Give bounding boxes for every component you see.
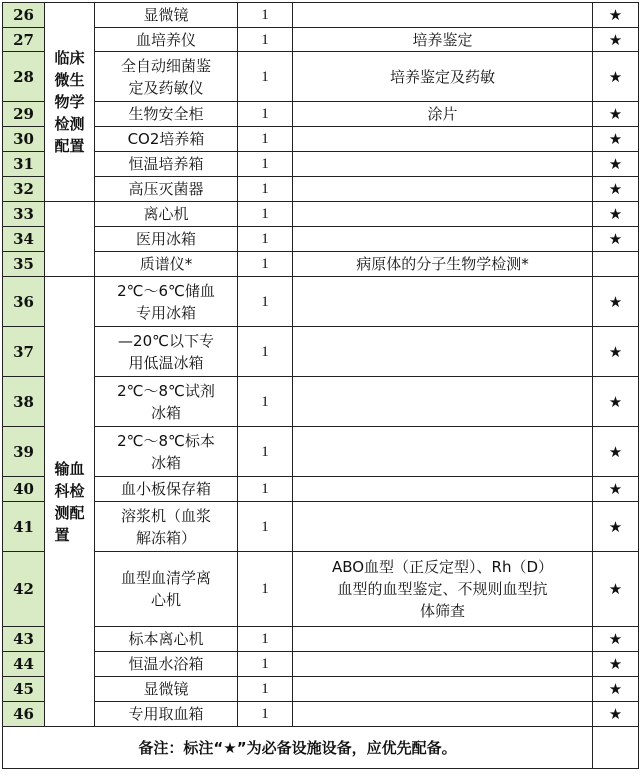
purpose-note [293,152,593,177]
group-text: 输血 科检 测配 置 [54,459,85,544]
equipment-name [95,377,238,427]
equipment-name [95,502,238,552]
purpose-note [293,252,593,277]
equipment-name-text: 显微镜 [143,680,189,698]
row-number: 39 [3,427,45,477]
table-row [3,102,639,127]
required-star-icon: ★ [593,177,639,202]
purpose-note [293,552,593,627]
required-star-icon: ★ [593,277,639,327]
row-number: 33 [3,202,45,227]
equipment-name [95,52,238,102]
purpose-note-text: ABO血型（正反定型）、Rh（D） 血型的血型鉴定、不规则血型抗 体筛查 [331,558,554,620]
purpose-note [293,227,593,252]
equipment-name-text: 全自动细菌鉴 定及药敏仪 [120,56,211,97]
table-row [3,152,639,177]
table-row [3,28,639,52]
equipment-name [95,152,238,177]
group-text: 临床 微生 物学 检测 配置 [54,49,85,155]
required-star-icon [593,252,639,277]
quantity: 1 [238,127,293,152]
row-number: 43 [3,627,45,652]
equipment-name [95,252,238,277]
quantity: 1 [238,327,293,377]
quantity: 1 [238,427,293,477]
required-star-icon: ★ [593,152,639,177]
equipment-name-text: 血小板保存箱 [120,480,211,498]
quantity: 1 [238,277,293,327]
required-star-icon: ★ [593,702,639,727]
row-number: 29 [3,102,45,127]
required-star-icon: ★ [593,327,639,377]
equipment-name-text: 2℃～6℃储血 专用冰箱 [117,281,215,322]
purpose-note [293,477,593,502]
equipment-name-text: 标本离心机 [128,630,204,648]
equipment-name [95,177,238,202]
quantity: 1 [238,3,293,28]
equipment-name-text: 溶浆机（血浆 解冻箱） [120,506,211,547]
equipment-name-text: 血培养仪 [135,30,196,49]
quantity: 1 [238,52,293,102]
equipment-name-text: 生物安全柜 [128,105,204,123]
purpose-note [293,28,593,52]
quantity: 1 [238,252,293,277]
footer-empty-cell [593,727,639,769]
required-star-icon: ★ [593,627,639,652]
row-number: 27 [3,28,45,52]
equipment-name-text: 质谱仪* [139,255,193,273]
table-row [3,202,639,227]
row-number: 37 [3,327,45,377]
purpose-note [293,502,593,552]
equipment-name-text: CO2培养箱 [127,130,205,148]
row-number: 44 [3,652,45,677]
equipment-name-text: 高压灭菌器 [128,180,204,198]
table-row [3,127,639,152]
required-star-icon: ★ [593,227,639,252]
quantity: 1 [238,377,293,427]
purpose-note [293,102,593,127]
equipment-name-text: 医用冰箱 [135,230,196,248]
quantity: 1 [238,502,293,552]
row-number: 42 [3,552,45,627]
equipment-name [95,277,238,327]
table-row [3,327,639,377]
required-star-icon: ★ [593,377,639,427]
purpose-note [293,202,593,227]
table-row [3,377,639,427]
equipment-name [95,677,238,702]
quantity: 1 [238,227,293,252]
equipment-name-text: 血型血清学离 心机 [120,569,211,609]
group-label-empty [45,202,95,277]
table-row [3,427,639,477]
footer-row [3,727,639,769]
equipment-name-text: —20℃以下专 用低温冰箱 [118,331,214,372]
table-row [3,252,639,277]
row-number: 36 [3,277,45,327]
required-star-icon: ★ [593,477,639,502]
quantity: 1 [238,28,293,52]
purpose-note-text: 病原体的分子生物学检测* [356,255,529,273]
footer-note: 备注：标注“★”为必备设施设备，应优先配备。 [3,727,593,769]
purpose-note [293,3,593,28]
equipment-name [95,552,238,627]
equipment-name-text: 恒温培养箱 [128,155,204,173]
table-row [3,552,639,627]
row-number: 46 [3,702,45,727]
purpose-note [293,377,593,427]
group-label-micro [45,3,95,202]
row-number: 32 [3,177,45,202]
purpose-note-text: 培养鉴定及药敏 [389,67,495,86]
equipment-name [95,3,238,28]
equipment-name [95,427,238,477]
equipment-name-text: 2℃～8℃试剂 冰箱 [117,381,215,422]
required-star-icon: ★ [593,28,639,52]
row-number: 31 [3,152,45,177]
equipment-name-text: 恒温水浴箱 [128,655,204,673]
table-row [3,277,639,327]
equipment-name-text: 显微镜 [143,6,189,24]
table-row [3,677,639,702]
quantity: 1 [238,477,293,502]
row-number: 30 [3,127,45,152]
quantity: 1 [238,677,293,702]
row-number: 40 [3,477,45,502]
equipment-name [95,127,238,152]
table-row [3,52,639,102]
quantity: 1 [238,702,293,727]
purpose-note-text: 培养鉴定 [412,30,473,49]
equipment-name [95,102,238,127]
quantity: 1 [238,627,293,652]
purpose-note [293,652,593,677]
equipment-name-text: 离心机 [143,205,189,223]
purpose-note [293,52,593,102]
table-row [3,177,639,202]
required-star-icon: ★ [593,102,639,127]
quantity: 1 [238,202,293,227]
row-number: 34 [3,227,45,252]
required-star-icon: ★ [593,427,639,477]
purpose-note [293,427,593,477]
row-number: 41 [3,502,45,552]
equipment-name [95,327,238,377]
purpose-note [293,327,593,377]
equipment-name [95,227,238,252]
equipment-table [2,2,639,769]
group-label-transfusion [45,277,95,727]
quantity: 1 [238,177,293,202]
purpose-note [293,177,593,202]
row-number: 45 [3,677,45,702]
row-number: 26 [3,3,45,28]
table-row [3,502,639,552]
table-row [3,3,639,28]
row-number: 28 [3,52,45,102]
quantity: 1 [238,152,293,177]
row-number: 35 [3,252,45,277]
equipment-name-text: 2℃～8℃标本 冰箱 [117,431,215,472]
required-star-icon: ★ [593,677,639,702]
table-row [3,627,639,652]
required-star-icon: ★ [593,3,639,28]
purpose-note [293,627,593,652]
purpose-note-text: 涂片 [427,105,458,123]
table-row [3,652,639,677]
purpose-note [293,127,593,152]
equipment-name [95,477,238,502]
table-row [3,477,639,502]
required-star-icon: ★ [593,127,639,152]
equipment-name-text: 专用取血箱 [128,705,204,723]
purpose-note [293,277,593,327]
equipment-name [95,627,238,652]
required-star-icon: ★ [593,652,639,677]
quantity: 1 [238,552,293,627]
purpose-note [293,702,593,727]
required-star-icon: ★ [593,202,639,227]
quantity: 1 [238,102,293,127]
quantity: 1 [238,652,293,677]
required-star-icon: ★ [593,52,639,102]
equipment-name [95,652,238,677]
equipment-name [95,28,238,52]
row-number: 38 [3,377,45,427]
equipment-name [95,202,238,227]
table-row [3,227,639,252]
required-star-icon: ★ [593,552,639,627]
purpose-note [293,677,593,702]
equipment-name [95,702,238,727]
required-star-icon: ★ [593,502,639,552]
table-row [3,702,639,727]
